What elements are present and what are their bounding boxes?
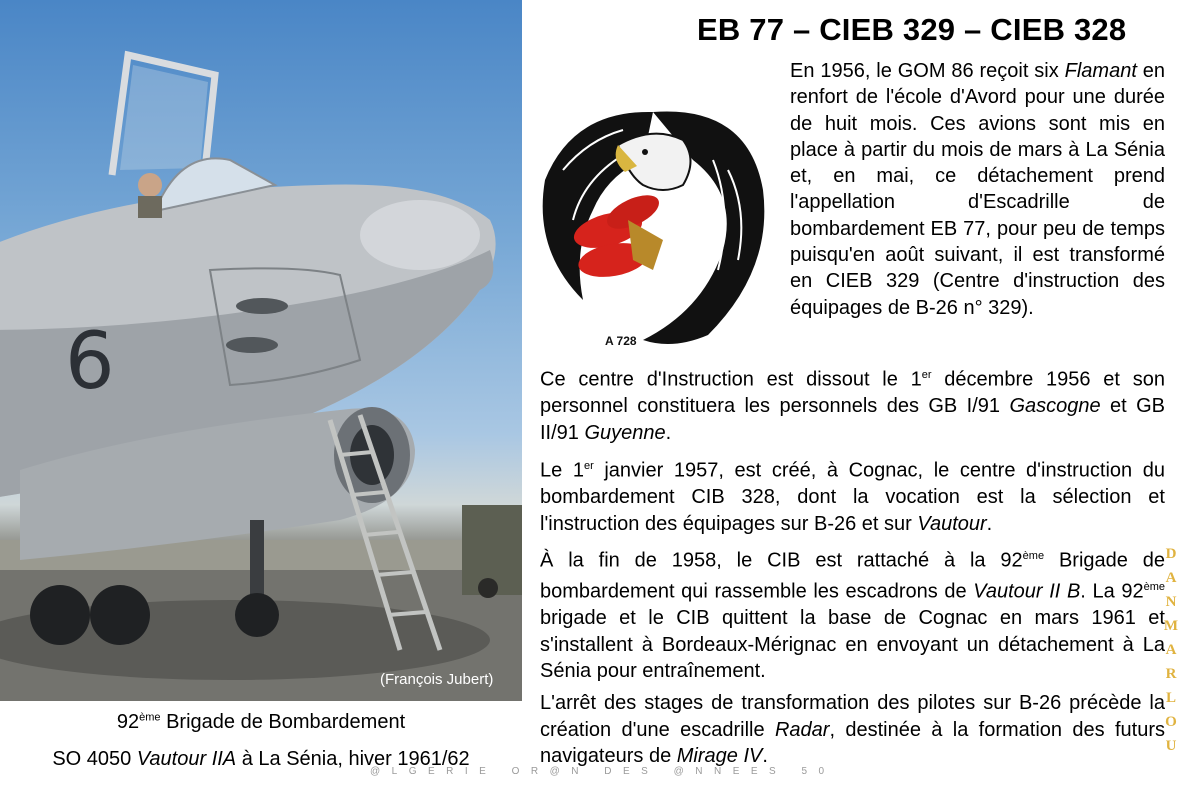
photo-caption-line2: SO 4050 Vautour IIA à La Sénia, hiver 1961/62 <box>52 748 470 770</box>
vautour-aircraft-illustration <box>0 0 522 701</box>
insignia-label: A 728 <box>605 334 637 348</box>
paragraph-2: Le 1er janvier 1957, est créé, à Cognac, le centre d'instruction du bombardement CIB 328, dont la vocation est la sélection et l'instruction des équipages sur B-26 et sur Vautour. <box>540 459 1166 535</box>
paragraph-3: À la fin de 1958, le CIB est rattaché à la 92ème Brigade de bombardement qui rassemble les escadrons de Vautour II B. La 92ème brigade et le CIB quittent la base de Cognac en mars 1961 et s'installent à Bordeaux-Mérignac en envoyant un détachement à La Sénia pour entraînement. <box>540 549 1165 683</box>
photo-caption-line1: 92ème Brigade de Bombardement <box>116 711 406 733</box>
intro-paragraph: En 1956, le GOM 86 reçoit six Flamant en renfort de l'école d'Avord pour une durée de huit mois. Ces avions sont mis en place à partir du mois de mars à La Sénia et, en mai, ce détachement prend l'appellation d'Escadrille de bombardement EB 77, pour peu de temps puisqu'en août suivant, il est transformé en CIEB 329 (Centre d'instruction des équipages de B-26 n° 329). <box>790 60 1166 319</box>
squadron-insignia <box>533 100 773 350</box>
nose-number: 6 <box>65 317 115 407</box>
side-watermark: D A N M A R L O U <box>1163 546 1179 754</box>
eagle-bomb-insignia-icon <box>533 100 773 350</box>
photo-credit: (François Jubert) <box>380 671 494 688</box>
page-title: EB 77 – CIEB 329 – CIEB 328 <box>697 12 1127 47</box>
footer-watermark: @LGERIE OR@N DES @NNEES 50 <box>370 766 836 777</box>
paragraph-1: Ce centre d'Instruction est dissout le 1er décembre 1956 et son personnel constituera les personnels des GB I/91 Gascogne et GB II/91 Guyenne. <box>540 368 1165 444</box>
aircraft-photo <box>0 0 522 701</box>
paragraph-4: L'arrêt des stages de transformation des pilotes sur B-26 précède la création d'une escadrille Radar, destinée à la formation des futurs navigateurs de Mirage IV. <box>540 692 1165 767</box>
